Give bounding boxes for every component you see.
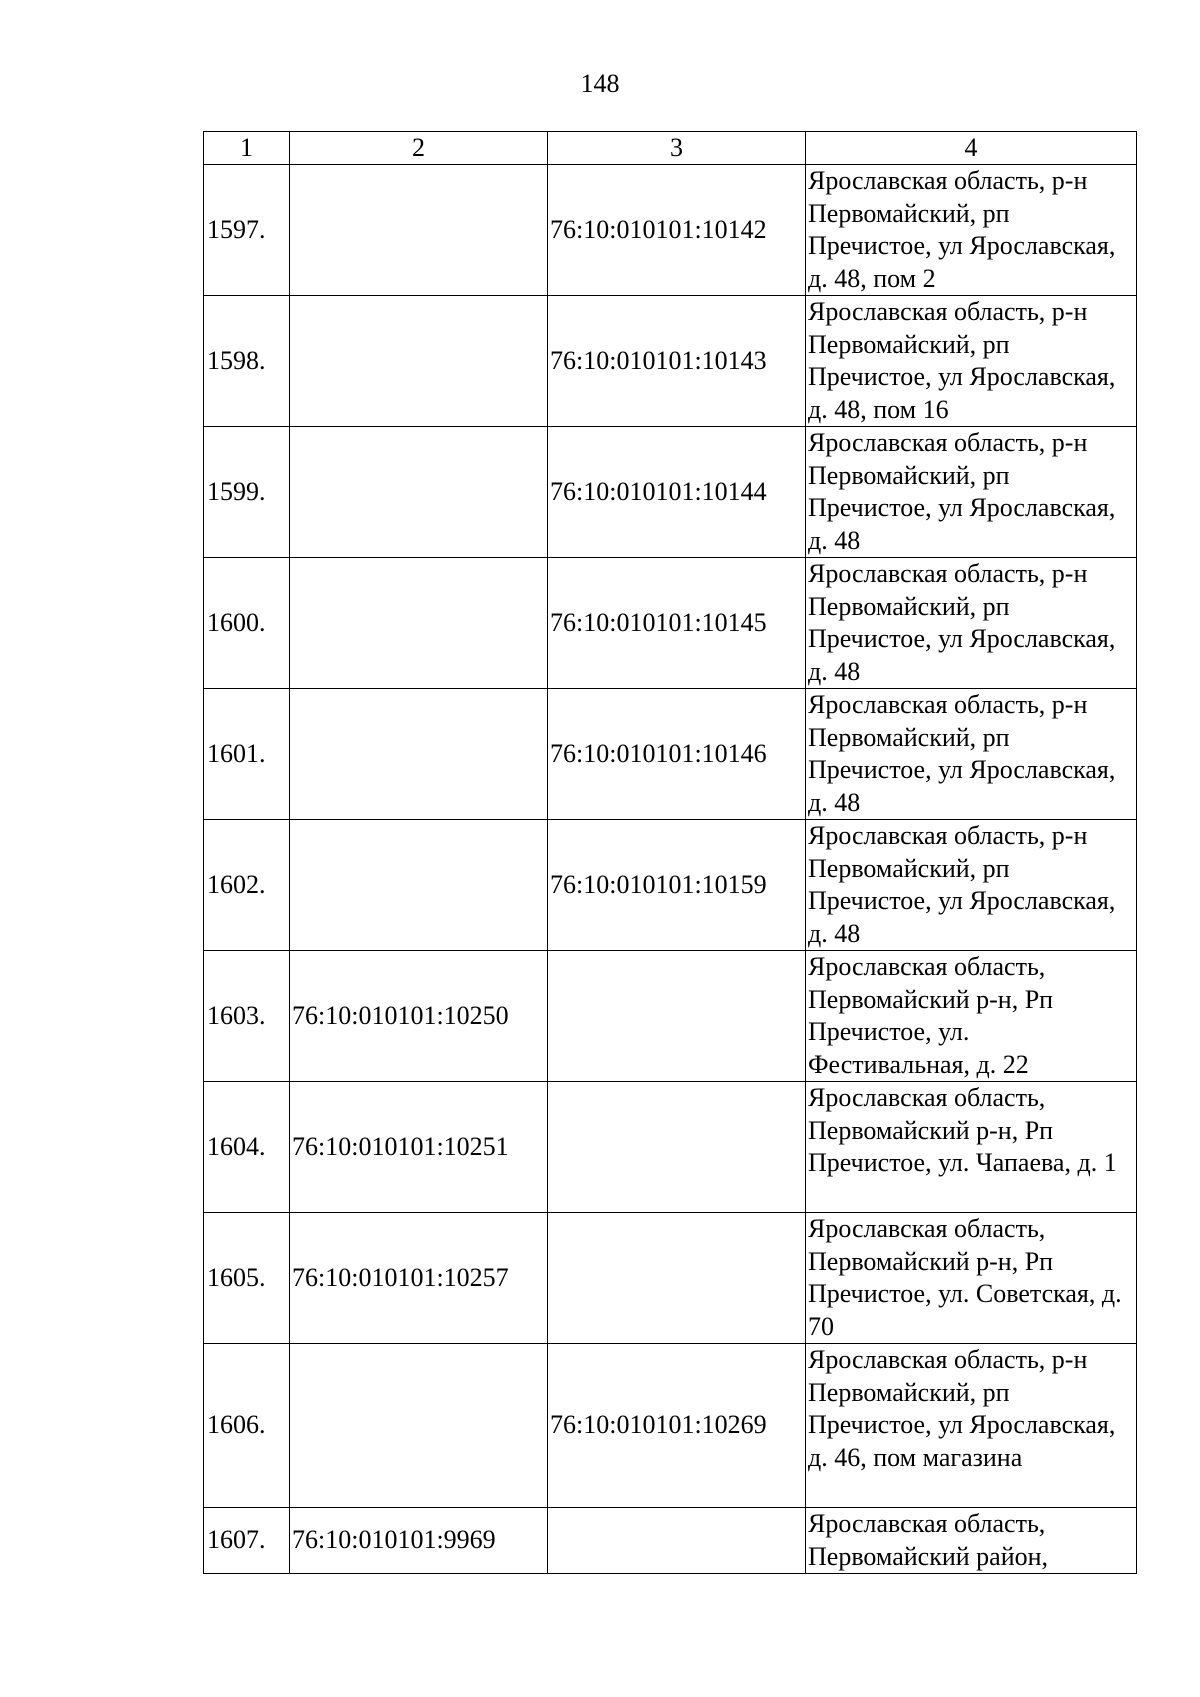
cadastral-number-col2 — [290, 296, 548, 427]
cadastral-number-col3: 76:10:010101:10144 — [548, 427, 806, 558]
table-row — [204, 951, 1137, 1082]
row-number: 1598. — [204, 296, 290, 427]
table-row — [204, 165, 1137, 296]
table-row — [204, 558, 1137, 689]
row-number: 1599. — [204, 427, 290, 558]
cadastral-number-col2: 76:10:010101:10250 — [290, 951, 548, 1082]
address-cell: Ярославская область, р-н Первомайский, рп Пречистое, ул Ярославская, д. 48 — [806, 689, 1137, 820]
row-number: 1607. — [204, 1508, 290, 1574]
address-cell: Ярославская область, р-н Первомайский, рп Пречистое, ул Ярославская, д. 46, пом магазина — [806, 1344, 1137, 1508]
cadastral-number-col2: 76:10:010101:9969 — [290, 1508, 548, 1574]
address-cell: Ярославская область, р-н Первомайский, рп Пречистое, ул Ярославская, д. 48, пом 2 — [806, 165, 1137, 296]
cadastral-number-col2 — [290, 689, 548, 820]
column-header-1: 1 — [204, 132, 290, 165]
row-number: 1605. — [204, 1213, 290, 1344]
cadastral-number-col3: 76:10:010101:10146 — [548, 689, 806, 820]
table-row — [204, 820, 1137, 951]
cadastral-number-col2: 76:10:010101:10251 — [290, 1082, 548, 1213]
address-cell: Ярославская область, Первомайский район, — [806, 1508, 1137, 1574]
address-cell: Ярославская область, Первомайский р-н, Рп Пречистое, ул. Фестивальная, д. 22 — [806, 951, 1137, 1082]
cadastral-number-col3 — [548, 951, 806, 1082]
cadastral-number-col2 — [290, 165, 548, 296]
cadastral-number-col2 — [290, 558, 548, 689]
cadastral-number-col2 — [290, 820, 548, 951]
page-number: 148 — [580, 69, 620, 98]
cadastral-number-col3 — [548, 1508, 806, 1574]
row-number: 1602. — [204, 820, 290, 951]
table-row — [204, 689, 1137, 820]
cadastral-number-col2: 76:10:010101:10257 — [290, 1213, 548, 1344]
cadastral-number-col3: 76:10:010101:10159 — [548, 820, 806, 951]
address-cell: Ярославская область, р-н Первомайский, рп Пречистое, ул Ярославская, д. 48 — [806, 558, 1137, 689]
row-number: 1604. — [204, 1082, 290, 1213]
address-cell: Ярославская область, Первомайский р-н, Рп Пречистое, ул. Советская, д. 70 — [806, 1213, 1137, 1344]
row-number: 1603. — [204, 951, 290, 1082]
table-row — [204, 1082, 1137, 1213]
row-number: 1600. — [204, 558, 290, 689]
row-number: 1597. — [204, 165, 290, 296]
row-number: 1601. — [204, 689, 290, 820]
cadastral-number-col3: 76:10:010101:10145 — [548, 558, 806, 689]
column-header-3: 3 — [548, 132, 806, 165]
table-header-row — [204, 132, 1137, 165]
address-cell: Ярославская область, р-н Первомайский, рп Пречистое, ул Ярославская, д. 48 — [806, 427, 1137, 558]
cadastral-number-col3: 76:10:010101:10142 — [548, 165, 806, 296]
table-row — [204, 1508, 1137, 1574]
address-cell: Ярославская область, р-н Первомайский, рп Пречистое, ул Ярославская, д. 48 — [806, 820, 1137, 951]
cadastral-number-col3: 76:10:010101:10269 — [548, 1344, 806, 1508]
column-header-4: 4 — [806, 132, 1137, 165]
table-row — [204, 296, 1137, 427]
cadastral-number-col3 — [548, 1082, 806, 1213]
cadastral-number-col3 — [548, 1213, 806, 1344]
cadastral-number-col2 — [290, 1344, 548, 1508]
table-row — [204, 1344, 1137, 1508]
table-row — [204, 1213, 1137, 1344]
row-number: 1606. — [204, 1344, 290, 1508]
address-cell: Ярославская область, р-н Первомайский, рп Пречистое, ул Ярославская, д. 48, пом 16 — [806, 296, 1137, 427]
column-header-2: 2 — [290, 132, 548, 165]
address-cell: Ярославская область, Первомайский р-н, Рп Пречистое, ул. Чапаева, д. 1 — [806, 1082, 1137, 1213]
registry-table — [203, 131, 1137, 1574]
cadastral-number-col3: 76:10:010101:10143 — [548, 296, 806, 427]
table-row — [204, 427, 1137, 558]
cadastral-number-col2 — [290, 427, 548, 558]
